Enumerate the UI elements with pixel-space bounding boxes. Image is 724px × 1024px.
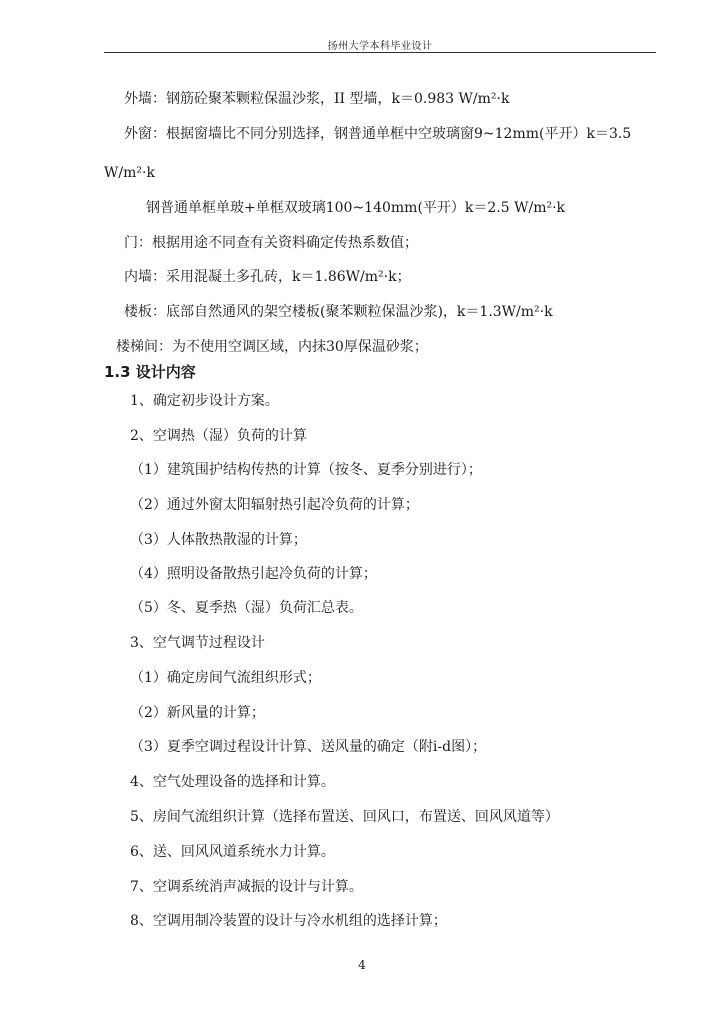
section-heading: 1.3 设计内容 bbox=[104, 363, 196, 381]
list-item: 8、空调用制冷装置的设计与冷水机组的选择计算； bbox=[130, 913, 447, 929]
list-item: 5、房间气流组织计算（选择布置送、回风口，布置送、回风风道等） bbox=[130, 809, 559, 825]
door-spec-line: 门：根据用途不同查有关资料确定传热系数值； bbox=[124, 235, 418, 251]
list-item: （2）新风量的计算； bbox=[130, 705, 265, 721]
window-spec-alt-line: 钢普通单框单玻+单框双玻璃100~140mm(平开）k＝2.5 W/m²·k bbox=[146, 200, 566, 216]
list-item: （4）照明设备散热引起冷负荷的计算； bbox=[130, 566, 377, 582]
list-item: 4、空气处理设备的选择和计算。 bbox=[130, 774, 335, 790]
list-item: 3、空气调节过程设计 bbox=[130, 635, 265, 651]
list-item: 1、确定初步设计方案。 bbox=[130, 393, 279, 409]
list-item: （2）通过外窗太阳辐射热引起冷负荷的计算； bbox=[130, 497, 419, 513]
page-number: 4 bbox=[358, 958, 366, 972]
list-item: 6、送、回风风道系统水力计算。 bbox=[130, 844, 335, 860]
stairwell-spec-line: 楼梯间：为不使用空调区域，内抹30厚保温砂浆； bbox=[116, 339, 428, 355]
window-spec-line: 外窗：根据窗墙比不同分别选择，钢普通单框中空玻璃窗9~12mm(平开）k＝3.5 bbox=[124, 126, 632, 142]
page-header: 扬州大学本科毕业设计 bbox=[327, 41, 433, 52]
list-item: （3）夏季空调过程设计计算、送风量的确定（附i-d图）； bbox=[130, 739, 487, 755]
window-spec-continuation: W/m²·k bbox=[104, 165, 155, 181]
list-item: （5）冬、夏季热（湿）负荷汇总表。 bbox=[130, 600, 363, 616]
list-item: （3）人体散热散湿的计算； bbox=[130, 532, 307, 548]
header-divider bbox=[104, 52, 656, 53]
list-item: 7、空调系统消声减振的设计与计算。 bbox=[130, 879, 363, 895]
wall-spec-line: 外墙：钢筋砼聚苯颗粒保温沙浆，II 型墙，k＝0.983 W/m²·k bbox=[124, 91, 510, 107]
floor-spec-line: 楼板：底部自然通风的架空楼板(聚苯颗粒保温沙浆)，k＝1.3W/m²·k bbox=[124, 304, 553, 320]
list-item: 2、空调热（湿）负荷的计算 bbox=[130, 428, 307, 444]
list-item: （1）确定房间气流组织形式； bbox=[130, 670, 321, 686]
inner-wall-spec-line: 内墙：采用混凝土多孔砖，k＝1.86W/m²·k； bbox=[124, 269, 411, 285]
list-item: （1）建筑围护结构传热的计算（按冬、夏季分别进行）； bbox=[130, 462, 482, 478]
